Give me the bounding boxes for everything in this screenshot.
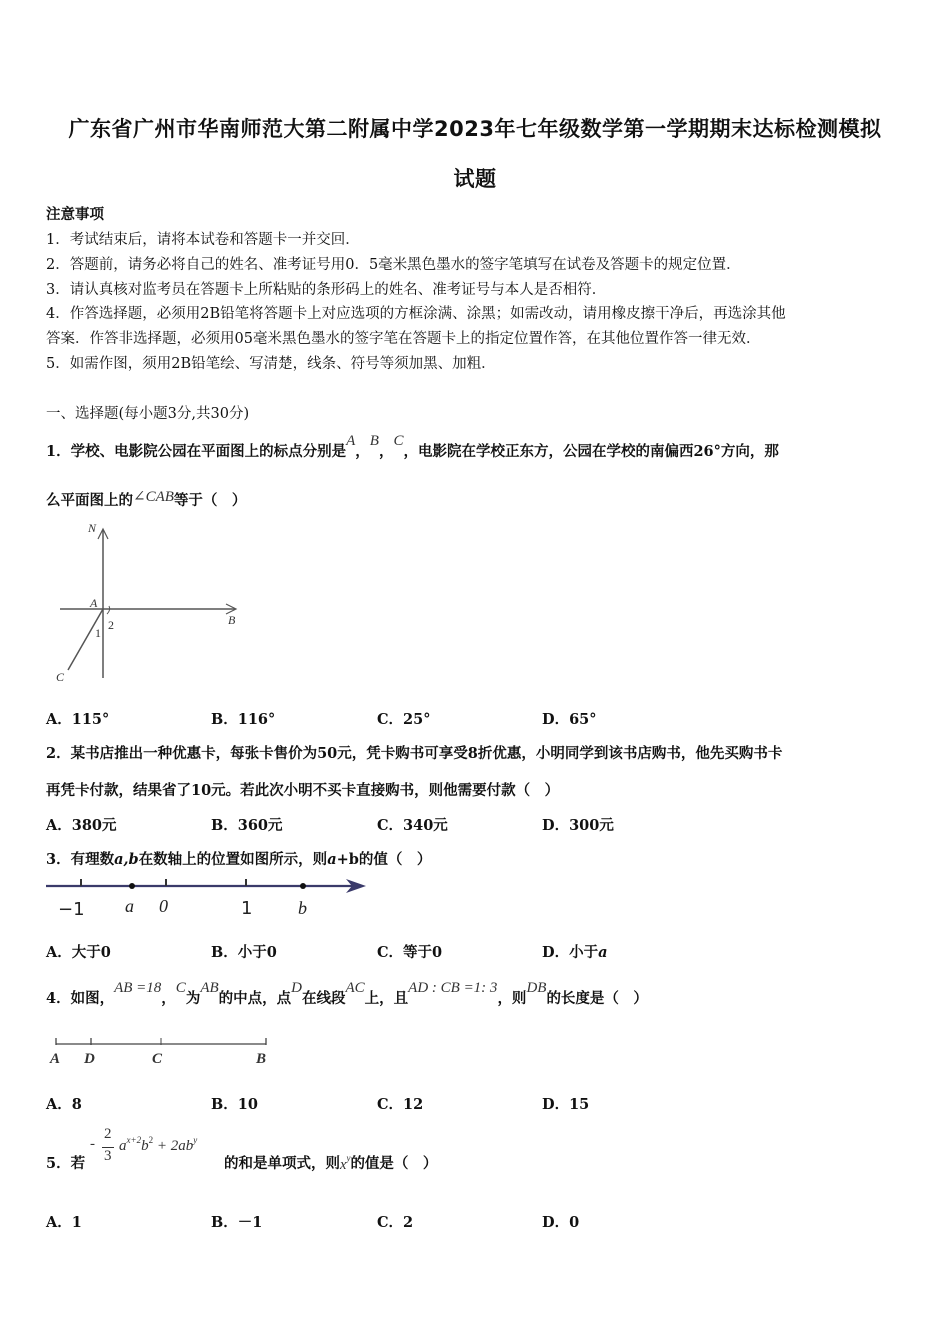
q5-expression: [90, 1126, 225, 1172]
q5-option-a[interactable]: A．1: [46, 1214, 82, 1231]
q3-mid: 在数轴上的位置如图所示，则: [138, 851, 328, 868]
page-title: 广东省广州市华南师范大第二附属中学2023年七年级数学第一学期期末达标检测模拟: [68, 117, 882, 141]
angle-arc: [107, 606, 110, 614]
q3-plus-b: +b: [336, 851, 359, 868]
notice-item-3: 3．请认真核对监考员在答题卡上所粘贴的条形码上的姓名、准考证号与本人是否相符．: [46, 282, 607, 298]
q3-option-d-text: D．小于: [542, 944, 599, 961]
notice-item-4: 4．作答选择题，必须用2B铅笔将答题卡上对应选项的方框涂满、涂黑；如需改动，请用橡皮擦干净后，再选涂其他: [46, 306, 786, 322]
axis-label-a: a: [125, 896, 134, 916]
q5-option-b[interactable]: B．－1: [211, 1214, 263, 1231]
q5-xy: [340, 1153, 351, 1173]
q2-option-a[interactable]: A．380元: [46, 817, 117, 834]
q3-option-d-var: a: [598, 944, 608, 961]
page-title-line2: 试题: [453, 167, 497, 191]
label-angle-1: 1: [95, 626, 101, 640]
q4-d: D: [291, 980, 302, 996]
axis-label-1: 1: [241, 898, 253, 919]
q1-line2-suffix: 等于（ ）: [173, 492, 247, 509]
q2-line2: 再凭卡付款，结果省了10元。若此次小明不买卡直接购书，则他需要付款（ ）: [46, 782, 560, 799]
q1-var-a: A: [346, 433, 356, 449]
q2-option-b[interactable]: B．360元: [211, 817, 283, 834]
q1-line2-prefix: 么平面图上的: [46, 492, 133, 509]
q5-expr-sup1: x+2: [126, 1135, 142, 1145]
label-n: N: [88, 521, 97, 535]
seg-label-c: C: [152, 1051, 163, 1067]
q5-expr-a: a: [119, 1138, 127, 1154]
label-angle-2: 2: [108, 618, 114, 632]
notice-item-2: 2．答题前，请务必将自己的姓名、准考证号用0．5毫米黑色墨水的签字笔填写在试卷及答题卡的规定位置．: [46, 257, 741, 273]
q5-x: x: [340, 1157, 347, 1173]
q3-number-line: [44, 872, 374, 922]
q3-a: a: [327, 851, 337, 868]
q1-line2: [46, 489, 246, 510]
axis-label-0: 0: [159, 896, 168, 916]
q4-c: C: [175, 980, 186, 996]
q1-figure: [50, 520, 250, 690]
q1-var-b: B: [369, 433, 379, 449]
notice-item-1: 1．考试结束后，请将本试卷和答题卡一并交回．: [46, 232, 360, 248]
q5-den: 3: [104, 1148, 112, 1164]
axis-label-b: b: [298, 898, 307, 918]
label-a: A: [90, 596, 98, 610]
q3-option-b[interactable]: B．小于0: [211, 944, 277, 961]
q1-option-a[interactable]: A．115°: [46, 711, 110, 728]
q4-option-c[interactable]: C．12: [377, 1096, 424, 1113]
q5-expr-b: b: [141, 1138, 149, 1154]
q5-y: y: [346, 1153, 351, 1163]
q3-prefix: 3．有理数: [46, 851, 115, 868]
q4-mid4: ，则: [497, 990, 527, 1007]
q5-num: 2: [104, 1126, 112, 1142]
q4-line: 4．如图，AB =18，C为AB的中点，点D在线段AC上，且AD : CB =1: 3，则DB的长度是（ ）: [46, 980, 648, 1007]
q1-option-b[interactable]: B．116°: [211, 711, 276, 728]
q1-option-d[interactable]: D．65°: [542, 711, 597, 728]
q1-line1: [46, 433, 779, 461]
q5-option-c[interactable]: C．2: [377, 1214, 414, 1231]
q4-option-b[interactable]: B．10: [211, 1096, 258, 1113]
q1-option-c[interactable]: C．25°: [377, 711, 431, 728]
q5-suffix: 的值是（ ）: [350, 1155, 438, 1172]
q5-prefix: 5．若: [46, 1155, 86, 1172]
q1-prefix: 1．学校、电影院公园在平面图上的标点分别是: [46, 443, 347, 460]
q4-prefix: 4．如图，: [46, 990, 115, 1007]
axis-label-neg1: −1: [58, 899, 85, 920]
q4-mid2: 在线段: [301, 990, 346, 1007]
q1-angle: ∠CAB: [133, 489, 174, 505]
q3-option-a[interactable]: A．大于0: [46, 944, 111, 961]
seg-label-d: D: [84, 1051, 95, 1067]
q2-option-c[interactable]: C．340元: [377, 817, 448, 834]
label-c: C: [56, 670, 65, 684]
point-a: [129, 883, 135, 889]
q3-ab: a,b: [114, 851, 139, 868]
notice-item-4-cont: 答案．作答非选择题，必须用05毫米黑色墨水的签字笔在答题卡上的指定位置作答，在其他位置作答一律无效．: [46, 331, 761, 347]
q3-option-d[interactable]: [542, 941, 607, 962]
q4-ab: AB: [200, 980, 219, 996]
q5-expr-rest: + 2ab: [153, 1138, 194, 1154]
q5-rest: [224, 1152, 437, 1173]
q3-suffix: 的值（ ）: [358, 851, 432, 868]
seg-label-a: A: [50, 1051, 61, 1067]
q4-wei: 为: [185, 990, 201, 1007]
q2-line1: 2．某书店推出一种优惠卡，每张卡售价为50元，凭卡购书可享受8折优惠，小明同学到该书店购书，他先买购书卡: [46, 745, 783, 762]
q4-db: DB: [526, 980, 547, 996]
q3-line: [46, 848, 431, 869]
q5-neg: -: [90, 1136, 95, 1152]
q4-mid1: 的中点，点: [218, 990, 292, 1007]
q4-mid3: 上，且: [364, 990, 409, 1007]
q5-expr: [119, 1135, 197, 1155]
q4-ab18: AB =18: [114, 980, 162, 996]
q2-option-d[interactable]: D．300元: [542, 817, 614, 834]
q5-expr-sup2: 2: [148, 1135, 154, 1145]
q4-ratio: AD : CB =1: 3: [408, 980, 498, 996]
q4-suffix: 的长度是（ ）: [546, 990, 648, 1007]
q3-option-c[interactable]: C．等于0: [377, 944, 443, 961]
q5-mid: 的和是单项式，则: [224, 1155, 340, 1172]
notice-item-5: 5．如需作图，须用2B铅笔绘、写清楚，线条、符号等须加黑、加粗．: [46, 356, 496, 372]
q4-option-a[interactable]: A．8: [46, 1096, 82, 1113]
section-heading: 一、选择题(每小题3分,共30分): [46, 406, 250, 422]
q5-expr-sup3: y: [193, 1135, 198, 1145]
q5-option-d[interactable]: D．0: [542, 1214, 580, 1231]
q1-suffix: ，电影院在学校正东方，公园在学校的南偏西26°方向，那: [403, 443, 779, 460]
q1-comma-2: ，: [378, 443, 394, 460]
seg-label-b: B: [256, 1051, 267, 1067]
q1-var-c: C: [393, 433, 404, 449]
q4-segment-figure: [44, 1034, 284, 1070]
point-b: [300, 883, 306, 889]
q4-option-d[interactable]: D．15: [542, 1096, 590, 1113]
q1-comma-1: ，: [355, 443, 370, 460]
label-b: B: [228, 613, 236, 627]
q4-ac: AC: [345, 980, 365, 996]
notice-heading: 注意事项: [46, 206, 104, 223]
